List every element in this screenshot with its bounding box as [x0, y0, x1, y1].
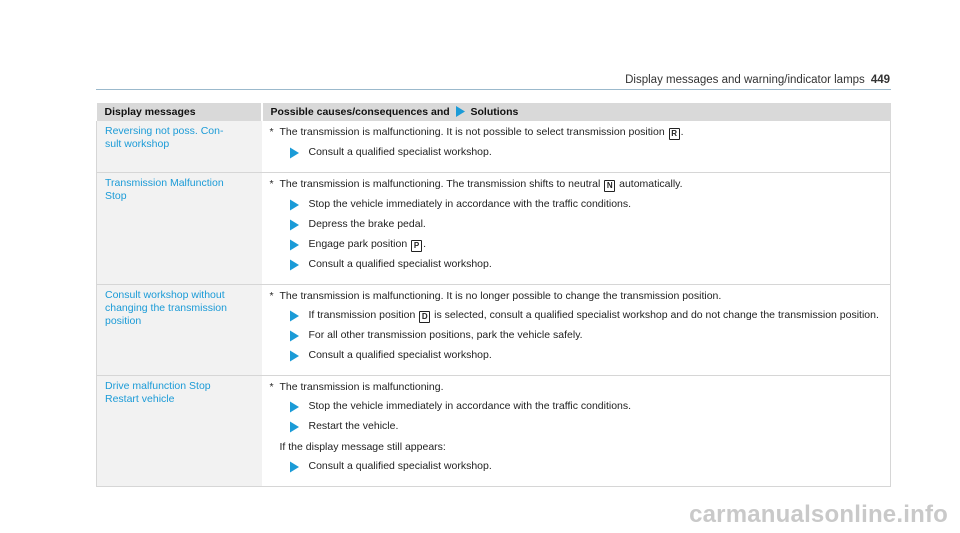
text-part: .	[423, 238, 426, 250]
step-text	[309, 146, 492, 160]
step-text	[309, 329, 583, 343]
solution-step	[290, 460, 883, 474]
step-text	[309, 258, 492, 272]
cause-text	[280, 380, 444, 394]
step-text	[309, 349, 492, 363]
cause-bullet: *	[269, 290, 274, 302]
column-header-causes-label: Possible causes/consequences and	[270, 106, 450, 118]
causes-solutions-cell	[262, 173, 891, 285]
header-rule	[96, 89, 891, 90]
display-message-text: Transmission Malfunction Stop	[105, 177, 224, 202]
note-text: If the display message still appears:	[279, 441, 446, 453]
text-part: Consult a qualified specialist workshop.	[308, 258, 492, 270]
table-row	[97, 376, 891, 487]
text-part: Restart the vehicle.	[308, 420, 399, 432]
display-message-text: Drive malfunction Stop Restart vehicle	[105, 380, 211, 405]
cause-text	[280, 289, 722, 303]
step-arrow-icon	[290, 309, 299, 323]
step-text	[309, 238, 427, 252]
solution-step	[290, 146, 883, 160]
step-arrow-icon	[290, 146, 299, 160]
table-header-row	[97, 103, 891, 121]
table-row	[97, 285, 891, 376]
cause-text	[280, 125, 684, 140]
step-text	[309, 218, 426, 232]
step-arrow-icon	[290, 218, 299, 232]
step-arrow-icon	[290, 460, 299, 474]
solution-step	[290, 400, 883, 414]
solution-step	[290, 198, 883, 212]
text-part: The transmission is malfunctioning. It is no longer possible to change the transmission position.	[279, 290, 722, 302]
text-part: Consult a qualified specialist workshop.	[308, 460, 492, 472]
step-text	[309, 400, 632, 414]
display-message	[97, 376, 262, 487]
solution-step	[290, 218, 883, 232]
step-text	[309, 460, 492, 474]
step-arrow-icon	[290, 400, 299, 414]
cause-bullet: *	[269, 126, 274, 138]
cause-bullet: *	[269, 178, 274, 190]
text-part: automatically.	[619, 178, 683, 190]
causes-solutions-cell	[262, 285, 891, 376]
display-message-text: Reversing not poss. Con- sult workshop	[105, 125, 224, 150]
transmission-key-icon: D	[419, 311, 430, 323]
solution-arrow-icon	[456, 106, 465, 117]
column-header-solutions-label: Solutions	[470, 106, 519, 118]
text-part: For all other transmission positions, park the vehicle safely.	[308, 329, 583, 341]
transmission-key-icon: N	[604, 180, 615, 192]
step-text	[309, 309, 879, 323]
solution-step	[290, 258, 883, 272]
column-header-causes	[262, 103, 891, 121]
display-message	[97, 285, 262, 376]
cause-bullet: *	[269, 381, 274, 393]
text-part: Engage park position	[308, 238, 408, 250]
watermark: carmanualsonline.info	[689, 501, 948, 528]
text-part: The transmission is malfunctioning.	[279, 381, 444, 393]
solution-step	[290, 309, 883, 323]
text-part: The transmission is malfunctioning. The transmission shifts to neutral	[279, 178, 601, 190]
text-part: .	[680, 126, 684, 138]
step-text	[309, 420, 399, 434]
text-part: If transmission position	[308, 309, 416, 321]
page-header	[625, 74, 890, 86]
transmission-key-icon: R	[669, 128, 680, 140]
cause-line	[270, 125, 883, 140]
causes-solutions-cell	[262, 121, 891, 173]
solution-step	[290, 238, 883, 252]
display-message	[97, 121, 262, 173]
solution-step	[290, 420, 883, 434]
transmission-key-icon: P	[411, 240, 422, 252]
step-arrow-icon	[290, 329, 299, 343]
solution-step	[290, 329, 883, 343]
column-header-messages: Display messages	[97, 103, 262, 121]
step-arrow-icon	[290, 198, 299, 212]
display-messages-table	[96, 103, 891, 487]
step-text	[309, 198, 632, 212]
step-arrow-icon	[290, 349, 299, 363]
causes-solutions-cell	[262, 376, 891, 487]
cause-line	[270, 177, 883, 192]
text-part: is selected, consult a qualified specialist workshop and do not change the transmission position.	[434, 309, 879, 321]
solution-step	[290, 349, 883, 363]
text-part: The transmission is malfunctioning. It is not possible to select transmission position	[279, 126, 665, 138]
step-arrow-icon	[290, 238, 299, 252]
page-number: 449	[870, 74, 890, 86]
header-title: Display messages and warning/indicator lamps	[625, 74, 865, 86]
table-row	[97, 173, 891, 285]
table-row	[97, 121, 891, 173]
cause-text	[280, 177, 683, 192]
text-part: Depress the brake pedal.	[308, 218, 426, 230]
cause-line	[270, 289, 883, 303]
text-part: Stop the vehicle immediately in accordance with the traffic conditions.	[308, 400, 632, 412]
step-arrow-icon	[290, 258, 299, 272]
step-arrow-icon	[290, 420, 299, 434]
display-message-text: Consult workshop without changing the transmission position	[105, 289, 227, 327]
text-part: Consult a qualified specialist workshop.	[308, 146, 492, 158]
text-part: Stop the vehicle immediately in accordance with the traffic conditions.	[308, 198, 632, 210]
display-message	[97, 173, 262, 285]
cause-line	[270, 380, 883, 394]
text-part: Consult a qualified specialist workshop.	[308, 349, 492, 361]
